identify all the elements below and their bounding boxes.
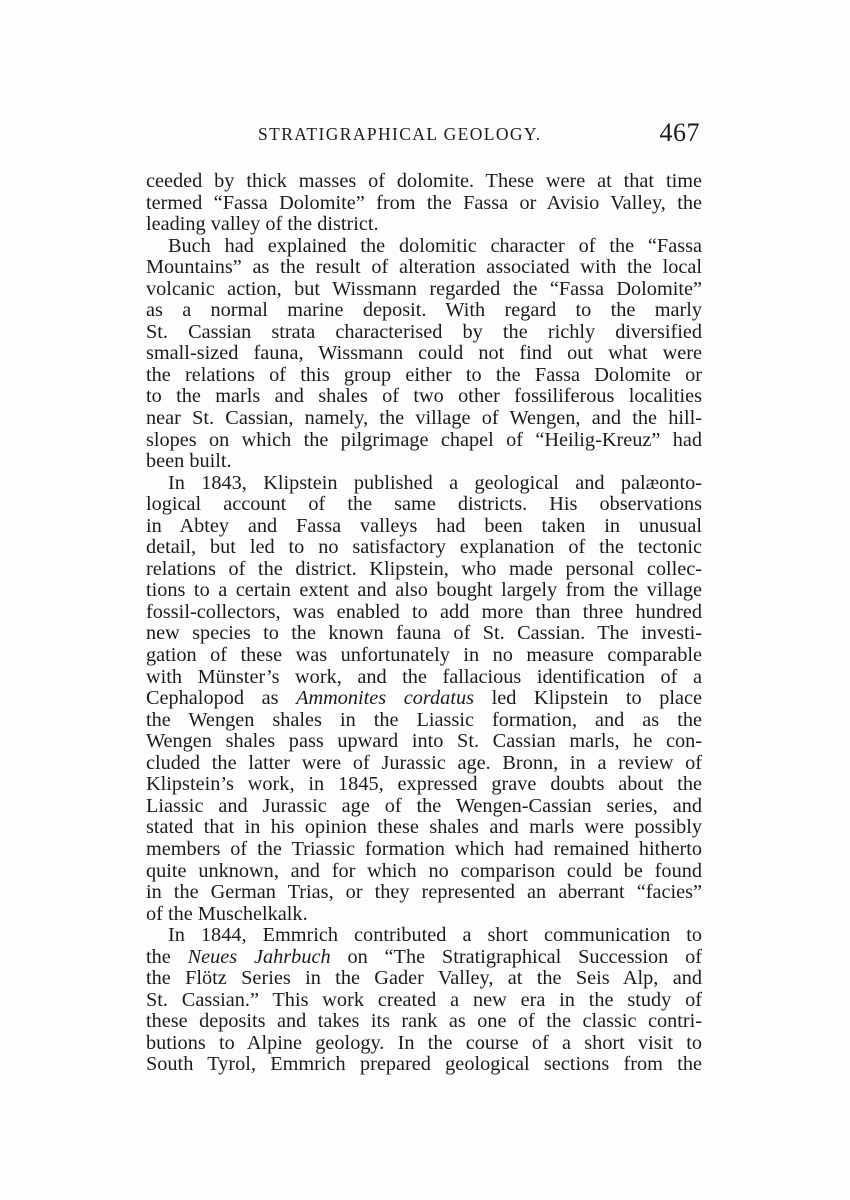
text-line: tions to a certain extent and also bought largely from the village bbox=[146, 579, 702, 602]
text-line: to the marls and shales of two other fossiliferous localities bbox=[146, 385, 702, 408]
running-title: STRATIGRAPHICAL GEOLOGY. bbox=[258, 124, 542, 144]
text-segment: led Klipstein to place bbox=[474, 687, 702, 710]
text-line bbox=[146, 688, 702, 710]
running-head bbox=[148, 118, 700, 154]
text-line: relations of the district. Klipstein, who made personal collec- bbox=[146, 557, 702, 580]
text-line bbox=[146, 947, 702, 969]
text-line: the relations of this group either to the Fassa Dolomite or bbox=[146, 363, 702, 386]
text-line: In 1844, Emmrich contributed a short communication to bbox=[168, 924, 702, 947]
text-line: of the Muschelkalk. bbox=[146, 902, 308, 925]
text-line: these deposits and takes its rank as one of the classic contri- bbox=[146, 1010, 702, 1033]
text-line: cluded the latter were of Jurassic age. Bronn, in a review of bbox=[146, 751, 702, 774]
text-line: detail, but led to no satisfactory explanation of the tectonic bbox=[146, 536, 702, 559]
text-line: St. Cassian.” This work created a new era in the study of bbox=[146, 988, 702, 1011]
text-line: gation of these was unfortunately in no measure comparable bbox=[146, 644, 702, 667]
text-line: members of the Triassic formation which had remained hitherto bbox=[146, 837, 702, 860]
text-line: South Tyrol, Emmrich prepared geological sections from the bbox=[146, 1053, 702, 1076]
text-line: In 1843, Klipstein published a geological and palæonto- bbox=[168, 471, 702, 494]
text-line: new species to the known fauna of St. Cassian. The investi- bbox=[146, 622, 702, 645]
text-segment: on “The Stratigraphical Succession of bbox=[330, 945, 702, 968]
italic-title: Neues Jahrbuch bbox=[187, 945, 331, 968]
text-line: Wengen shales pass upward into St. Cassian marls, he con- bbox=[146, 730, 702, 753]
text-line: small-sized fauna, Wissmann could not find out what were bbox=[146, 342, 702, 365]
text-line: quite unknown, and for which no comparison could be found bbox=[146, 859, 702, 882]
text-line: termed “Fassa Dolomite” from the Fassa or Avisio Valley, the bbox=[146, 191, 702, 214]
text-line: the Wengen shales in the Liassic formation, and as the bbox=[146, 708, 702, 731]
text-line: volcanic action, but Wissmann regarded the “Fassa Dolomite” bbox=[146, 277, 702, 300]
text-line: Liassic and Jurassic age of the Wengen-Cassian series, and bbox=[146, 794, 702, 817]
text-line: butions to Alpine geology. In the course of a short visit to bbox=[146, 1031, 702, 1054]
text-line: ceeded by thick masses of dolomite. These were at that time bbox=[146, 170, 702, 192]
text-line: Mountains” as the result of alteration associated with the local bbox=[146, 256, 702, 279]
text-line: St. Cassian strata characterised by the richly diversified bbox=[146, 320, 702, 343]
text-line: the Flötz Series in the Gader Valley, at the Seis Alp, and bbox=[146, 967, 702, 990]
body-text bbox=[146, 171, 702, 1076]
text-line: been built. bbox=[146, 450, 232, 473]
text-line: fossil-collectors, was enabled to add more than three hundred bbox=[146, 600, 702, 623]
text-line: Klipstein’s work, in 1845, expressed grave doubts about the bbox=[146, 773, 702, 796]
text-line: slopes on which the pilgrimage chapel of “Heilig-Kreuz” had bbox=[146, 428, 702, 451]
text-line: as a normal marine deposit. With regard to the marly bbox=[146, 299, 702, 322]
text-segment: the bbox=[146, 945, 188, 968]
text-line: in the German Trias, or they represented an aberrant “facies” bbox=[146, 881, 702, 904]
text-line: near St. Cassian, namely, the village of Wengen, and the hill- bbox=[146, 407, 702, 430]
text-line: in Abtey and Fassa valleys had been taken in unusual bbox=[146, 514, 702, 537]
text-line: Buch had explained the dolomitic character of the “Fassa bbox=[168, 234, 702, 257]
page-number: 467 bbox=[659, 118, 700, 147]
italic-title: Ammonites cordatus bbox=[296, 687, 474, 710]
text-line: with Münster’s work, and the fallacious identification of a bbox=[146, 665, 702, 688]
text-line: stated that in his opinion these shales and marls were possibly bbox=[146, 816, 702, 839]
text-segment: Cephalopod as bbox=[146, 687, 297, 710]
text-line: leading valley of the district. bbox=[146, 213, 379, 236]
text-line: logical account of the same districts. His observations bbox=[146, 493, 702, 516]
